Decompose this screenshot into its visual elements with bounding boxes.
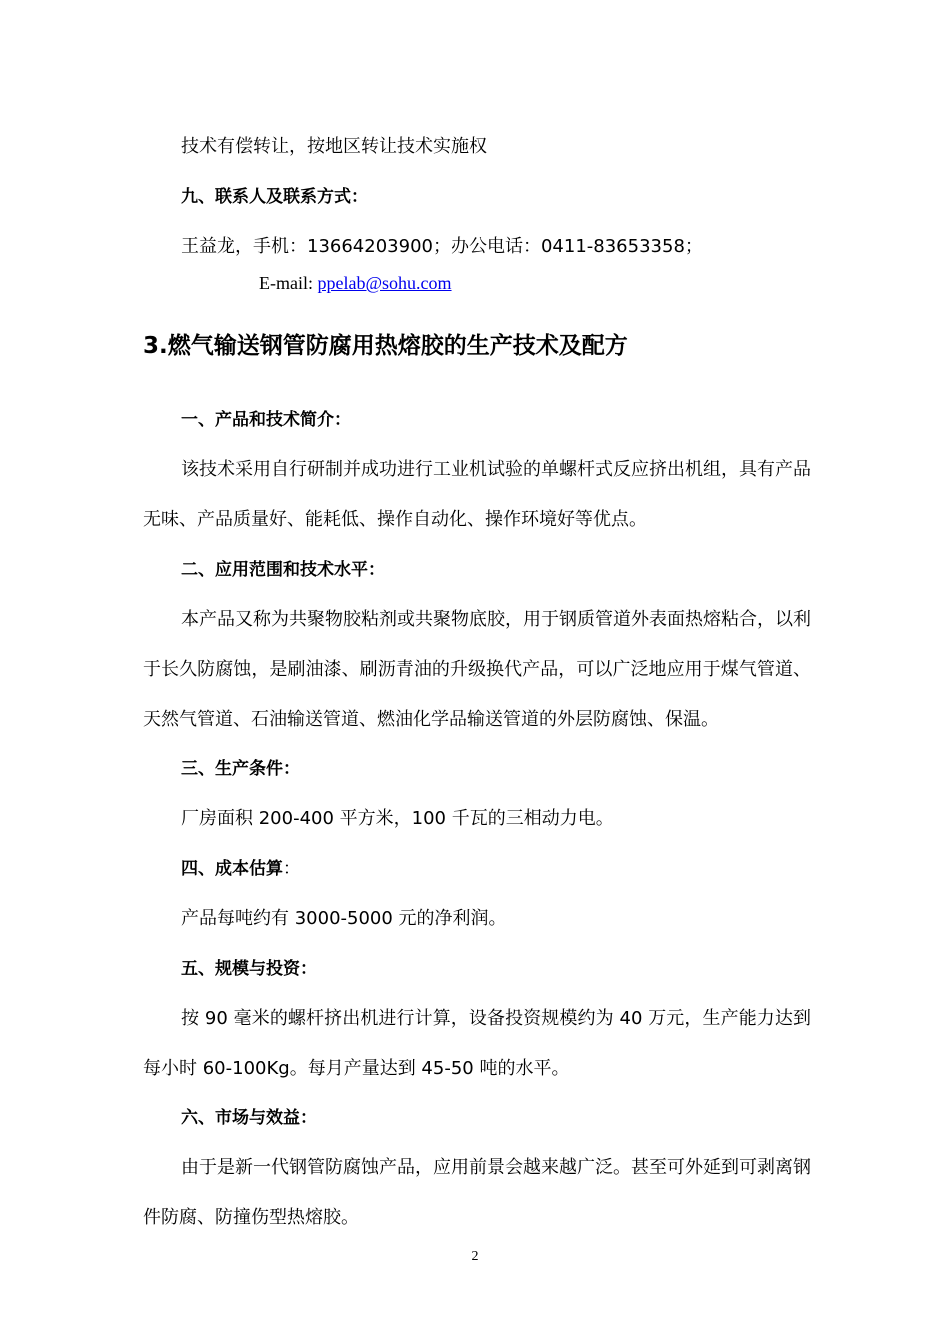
- cost-heading-text: 四、成本估算: [181, 859, 283, 879]
- section-body-cost: 产品每吨约有 3000-5000 元的净利润。: [181, 908, 507, 929]
- section-body-conditions: 厂房面积 200-400 平方米，100 千瓦的三相动力电。: [181, 808, 614, 829]
- section-heading-cost: [181, 857, 300, 881]
- section-heading-intro: 一、产品和技术简介：: [181, 410, 351, 430]
- section-body-investment: 按 90 毫米的螺杆挤出机进行计算，设备投资规模约为 40 万元，生产能力达到每小时 60-100Kg。每月产量达到 45-50 吨的水平。: [143, 1008, 811, 1079]
- contact-email-line: [259, 271, 452, 295]
- email-label: E-mail:: [259, 273, 318, 293]
- contact-heading: 九、联系人及联系方式：: [181, 187, 368, 207]
- contact-phone-line: 王益龙，手机：13664203900；办公电话：0411-83653358；: [181, 236, 703, 257]
- section-body-application: 本产品又称为共聚物胶粘剂或共聚物底胶，用于钢质管道外表面热熔粘合，以利于长久防腐蚀，是刷油漆、刷沥青油的升级换代产品，可以广泛地应用于煤气管道、天然气管道、石油输送管道、燃油化学品输送管道的外层防腐蚀、保温。: [143, 609, 811, 730]
- section-heading-application: 二、应用范围和技术水平：: [181, 560, 385, 580]
- cost-heading-colon: ：: [283, 859, 300, 879]
- section-heading-market: 六、市场与效益：: [181, 1108, 317, 1128]
- transfer-terms-text: 技术有偿转让，按地区转让技术实施权: [181, 136, 487, 157]
- section-body-intro: 该技术采用自行研制并成功进行工业机试验的单螺杆式反应挤出机组，具有产品无味、产品质量好、能耗低、操作自动化、操作环境好等优点。: [143, 459, 811, 530]
- section-title: 3.燃气输送钢管防腐用热熔胶的生产技术及配方: [143, 333, 628, 359]
- section-heading-investment: 五、规模与投资：: [181, 959, 317, 979]
- email-link[interactable]: ppelab@sohu.com: [317, 273, 452, 293]
- page-number: 2: [471, 1249, 479, 1264]
- section-heading-conditions: 三、生产条件：: [181, 759, 300, 779]
- section-body-market: 由于是新一代钢管防腐蚀产品，应用前景会越来越广泛。甚至可外延到可剥离钢件防腐、防撞伤型热熔胶。: [143, 1157, 811, 1228]
